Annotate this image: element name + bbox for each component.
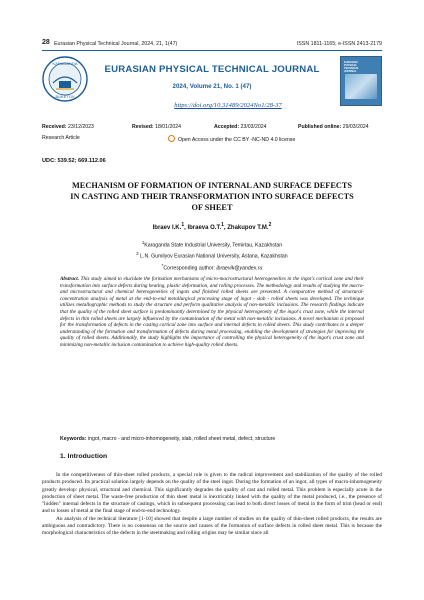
- article-title: MECHANISM OF FORMATION OF INTERNAL AND SURFACE DEFECTS IN CASTING AND THEIR TRANSFORMATION INTO SURFACE DEFECTS OF SHEET: [70, 181, 354, 212]
- issn: ISSN 1811-1165; e-ISSN 2413-2179: [296, 41, 382, 47]
- received-date: Received: 23/12/2023: [42, 124, 94, 130]
- university-seal-icon: [42, 56, 88, 102]
- corresponding-author: *Corresponding author: ibraevik@yandex.ru: [161, 262, 263, 272]
- doi-link[interactable]: https://doi.org/10.31489/2024No1/28-37: [174, 102, 282, 109]
- article-meta: [42, 135, 382, 143]
- udc-code: UDC: 539.52; 669.112.06: [42, 158, 106, 164]
- author-list: Ibraev I.K.$^1$, Ibraeva O.T.$^1$, Zhakupov T.M.$^2$: [152, 222, 272, 231]
- keywords-label: Keywords:: [60, 436, 87, 442]
- open-access-notice[interactable]: Open Access under the CC BY -NC-ND 4.0 license: [168, 135, 295, 143]
- journal-cover-thumbnail: [340, 56, 382, 106]
- article-type: Research Article: [42, 135, 80, 141]
- running-head: [42, 40, 382, 50]
- journal-banner: [96, 64, 328, 90]
- article-dates: [42, 124, 382, 132]
- author-name: Ibraeva O.T.: [187, 225, 222, 231]
- seal-top-text: KARAGANDA: [52, 61, 78, 66]
- header-rule: [42, 50, 382, 51]
- paragraph: In the competitiveness of thin-sheet rolled products, a special role is given to the radical improvement and stabilization of the quality of the rolled products produced. Its practical solution largely depends on the quality of the steel ingot. During the formation of an ingot, all types of macro-inhomogeneity greatly develop: physical, structural and chemical. This significantly degrades the quality of cast and rolled metal. This problem is especially acute in the production of sheet metal. The waste-free production of thin sheet metal is inextricably linked with the quality of the metal produced, i.e., the presence of "hidden" internal defects in the structure of castings, which in subsequent processing can lead to both direct losses of metal in the form of trim (head or end) and to losses of metal at the final stage of end-to-end technology.: [42, 472, 382, 515]
- page-number: 28: [42, 39, 50, 46]
- journal-reference: Eurasian Physical Technical Journal, 2024, 21, 1(47): [54, 41, 178, 47]
- open-access-icon: [168, 135, 175, 142]
- abstract: [60, 276, 364, 349]
- cover-title: EURASIAN PHYSICAL TECHNICAL JOURNAL: [344, 61, 359, 73]
- body-text: [42, 472, 382, 538]
- seal-bottom-text: BUKETOV: [55, 94, 75, 99]
- author-email[interactable]: ibraevik@yandex.ru: [216, 265, 263, 272]
- section-heading: 1. Introduction: [60, 453, 108, 460]
- affiliation-1: $^1$Karaganda State Industrial University, Temirtau, Kazakhstan: [141, 240, 283, 249]
- affiliations: [42, 239, 382, 273]
- published-date: Published online: 29/03/2024: [298, 124, 369, 130]
- author-name: Zhakupov T.M.: [227, 225, 269, 231]
- abstract-label: Abstract.: [60, 276, 79, 282]
- keywords: [60, 436, 364, 443]
- journal-title: EURASIAN PHYSICAL TECHNICAL JOURNAL: [104, 64, 320, 75]
- abstract-text: This study aimed to elucidate the formation mechanisms of micro-macrostructural heterogeneities in the ingot's cortical zone and their transformation into surface defects during heating, plastic deformation, and rolling processes. The methodology and results of studying the macro- and microstructural and chemical heterogeneities of ingots and finished rolled sheets are presented. A comparative method of structural-concentration analysis of metal at the end-to-end metallurgical processing stage of ingot - slab - rolled sheets was developed. The technique utilizes metallographic methods to study the structure and perform qualitative analysis of non-metallic inclusions. The research findings indicate that the quality of the rolled sheet surface is predominantly determined by the physical heterogeneity of the ingot's crust zone, while the internal defects in thin rolled sheets are largely influenced by the contamination of the metal with non-metallic inclusions. A novel mechanism is proposed for the transformation of defects in the casting cortical zone into surface and internal defects in rolled sheets. This study contributes to a deeper understanding of the formation and transformation of defects during metal processing, enabling the development of strategies for improving the quality of rolled sheets. Additionally, the study highlights the importance of controlling the physical heterogeneity of the ingot's crust zone and minimizing non-metallic inclusion contamination to achieve high-quality rolled sheets.: [60, 276, 364, 348]
- paragraph: An analysis of the technical literature [1-10] showed that despite a large number of studies on the quality of thin-sheet rolled products, the results are ambiguous and contradictory. There is no consensus on the source and causes of the formation of surface defects in rolled sheet metal. This is because the morphological characteristics of the defects in the steelmaking and rolling origins may be similar since all: [42, 515, 382, 537]
- affiliation-2: $^2$ L.N. Gumilyov Eurasian National University, Astana, Kazakhstan: [136, 251, 288, 261]
- cover-image: [345, 74, 377, 99]
- journal-volume: 2024, Volume 21, No. 1 (47): [172, 83, 252, 90]
- revised-date: Revised: 18/01/2024: [132, 124, 182, 130]
- keywords-text: ingot, macro - and micro-inhomogeneity, slab, rolled sheet metal, defect, structure: [86, 436, 276, 442]
- accepted-date: Accepted: 23/03/2024: [214, 124, 267, 130]
- author-name: Ibraev I.K.: [152, 225, 182, 231]
